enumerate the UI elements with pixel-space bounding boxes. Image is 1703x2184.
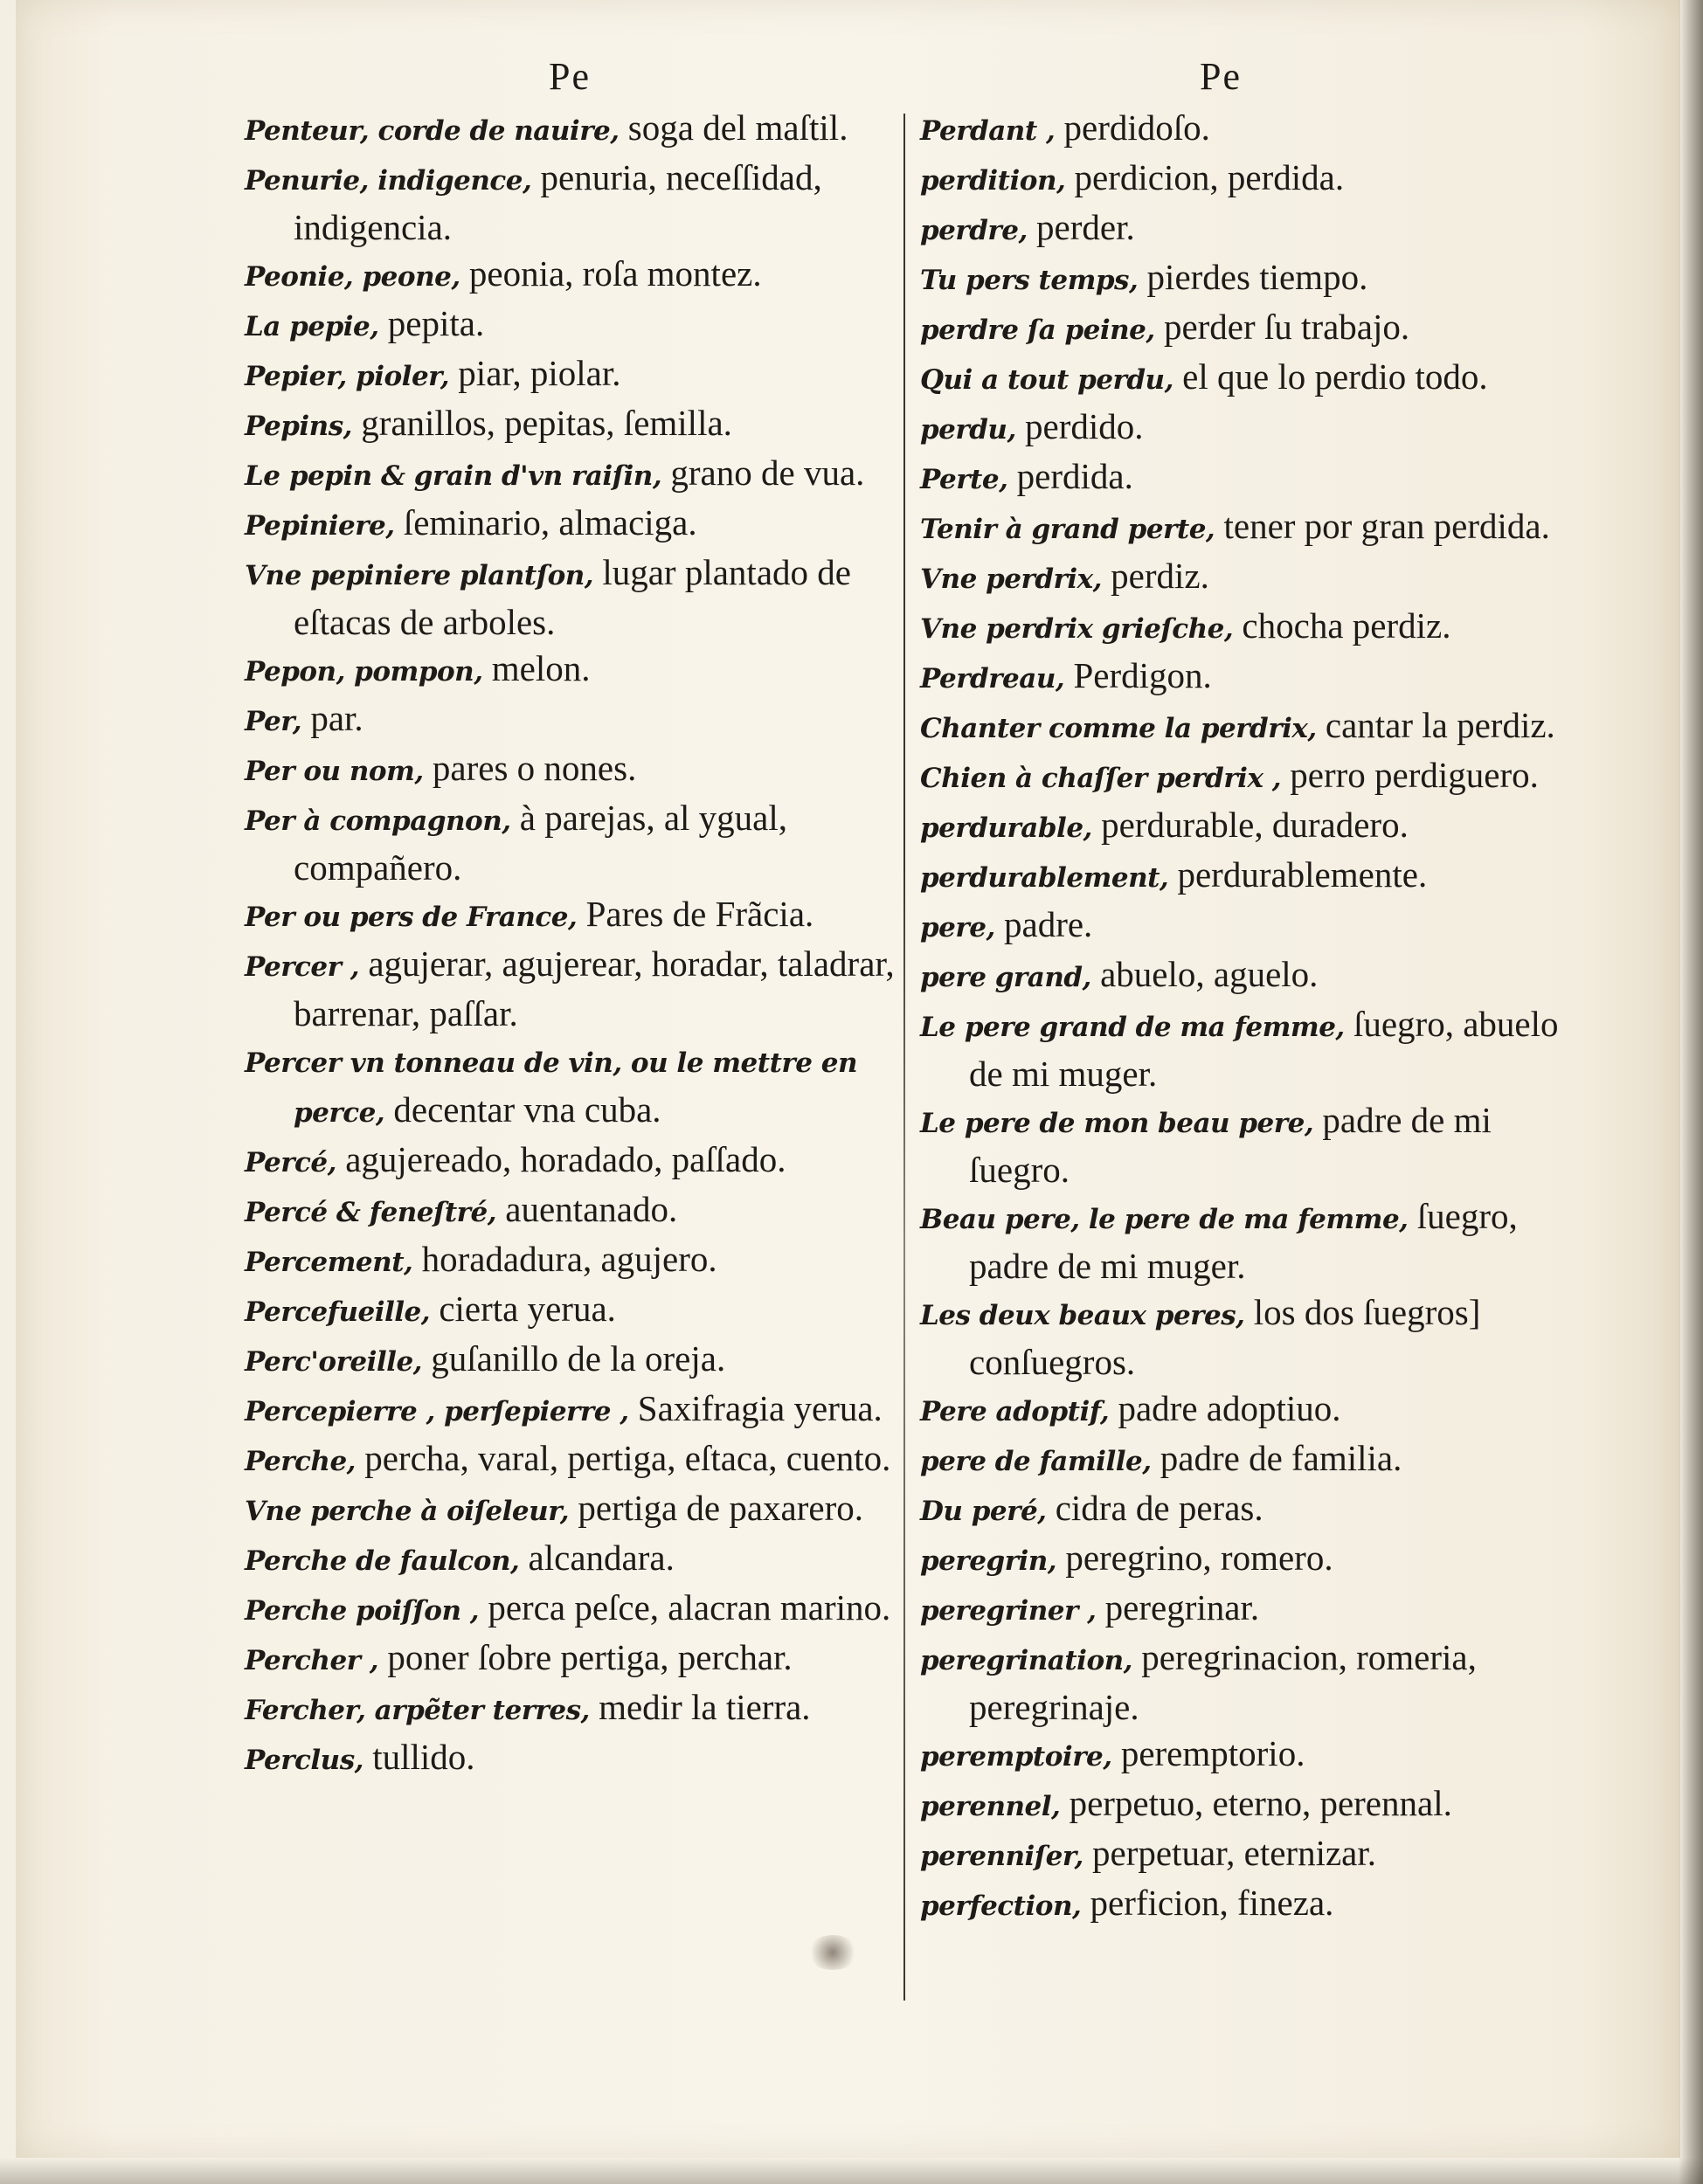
entry-headword: Perclus,	[245, 1745, 363, 1776]
entry-headword: peregrin,	[920, 1545, 1057, 1577]
entry-translation: granillos, pepitas, ſemilla.	[351, 403, 732, 443]
entry-translation: perro perdiguero.	[1281, 755, 1539, 795]
dictionary-entry	[920, 1485, 1580, 1535]
dictionary-entry	[920, 155, 1580, 204]
dictionary-entry	[920, 354, 1580, 404]
entry-translation: melon.	[482, 648, 591, 688]
entry-translation: à parejas, al ygual, compañero.	[294, 798, 788, 888]
column-divider	[903, 114, 905, 2001]
entry-translation: peonia, roſa montez.	[460, 253, 762, 294]
dictionary-entry	[245, 450, 896, 500]
entry-headword: Per à compagnon,	[245, 805, 511, 837]
dictionary-entry	[920, 503, 1580, 553]
entry-translation: Saxifragia yerua.	[628, 1388, 883, 1428]
entry-headword: perdurablement,	[920, 862, 1169, 894]
dictionary-entry	[920, 1880, 1580, 1930]
entry-headword: Le pepin & grain d'vn raiſin,	[245, 460, 662, 492]
entry-headword: pere de famille,	[920, 1446, 1152, 1477]
dictionary-entry	[245, 1186, 896, 1236]
page-edge-shadow	[1679, 0, 1703, 2184]
entry-headword: perdu,	[920, 414, 1016, 446]
entry-translation: soga del maſtil.	[619, 107, 848, 148]
entry-translation: perdido.	[1015, 406, 1144, 446]
dictionary-entry	[245, 695, 896, 745]
entry-translation: padre.	[994, 904, 1093, 944]
entry-translation: padre de familia.	[1151, 1438, 1402, 1478]
entry-translation: perdidoſo.	[1055, 107, 1210, 148]
entry-headword: Pepon, pompon,	[245, 656, 483, 688]
entry-translation: chocha perdiz.	[1233, 605, 1451, 646]
entry-translation: poner ſobre pertiga, perchar.	[378, 1637, 793, 1677]
entry-translation: agujereado, horadado, paſſado.	[336, 1139, 786, 1179]
entry-headword: Perdant ,	[920, 115, 1056, 147]
dictionary-entry	[920, 603, 1580, 653]
dictionary-entry	[920, 653, 1580, 702]
dictionary-entry	[920, 752, 1580, 802]
entry-translation: pierdes tiempo.	[1138, 257, 1368, 297]
entry-headword: Peonie, peone,	[245, 261, 460, 293]
entry-translation: piar, piolar.	[449, 353, 621, 393]
entry-translation: lugar plantado de eſtacas de arboles.	[294, 552, 851, 642]
dictionary-page	[16, 0, 1680, 2158]
entry-headword: Penteur, corde de nauire,	[245, 115, 620, 147]
entry-headword: Perche poiſſon ,	[245, 1595, 480, 1627]
dictionary-entry	[245, 1635, 896, 1684]
dictionary-entry	[920, 453, 1580, 503]
entry-translation: Pares de Frãcia.	[577, 894, 814, 934]
entry-translation: cantar la perdiz.	[1316, 705, 1555, 745]
dictionary-entry	[920, 404, 1580, 453]
entry-headword: Beau pere, le pere de ma femme,	[920, 1204, 1409, 1235]
dictionary-entry	[245, 549, 896, 646]
entry-translation: par.	[301, 698, 363, 738]
left-column-header: Pe	[549, 55, 591, 98]
entry-translation: peregrinar.	[1096, 1587, 1260, 1628]
entry-headword: Perte,	[920, 464, 1008, 495]
dictionary-entry	[920, 1830, 1580, 1880]
entry-headword: perdition,	[920, 165, 1066, 197]
dictionary-entry	[920, 1289, 1580, 1386]
dictionary-entry	[245, 1684, 896, 1734]
entry-translation: perdida.	[1007, 456, 1133, 496]
entry-headword: Les deux beaux peres,	[920, 1300, 1245, 1331]
entry-headword: perfection,	[920, 1890, 1082, 1922]
left-column	[245, 105, 896, 1784]
dictionary-entry	[245, 1236, 896, 1286]
entry-translation: padre adoptiuo.	[1109, 1388, 1341, 1428]
dictionary-entry	[245, 1386, 896, 1435]
dictionary-entry	[245, 795, 896, 891]
dictionary-entry	[245, 301, 896, 350]
entry-headword: Tu pers temps,	[920, 265, 1139, 296]
entry-headword: Du peré,	[920, 1496, 1047, 1527]
entry-translation: agujerar, agujerear, horadar, taladrar, barrenar, paſſar.	[294, 943, 895, 1033]
entry-translation: perdicion, perdida.	[1065, 157, 1345, 197]
dictionary-entry	[245, 251, 896, 301]
entry-translation: el que lo perdio todo.	[1173, 356, 1488, 397]
dictionary-entry	[920, 105, 1580, 155]
dictionary-entry	[245, 500, 896, 549]
dictionary-entry	[920, 254, 1580, 304]
entry-headword: Perche,	[245, 1446, 356, 1477]
dictionary-entry	[245, 1336, 896, 1386]
page-bottom-shadow	[0, 2158, 1703, 2184]
entry-headword: Percefueille,	[245, 1296, 431, 1328]
dictionary-entry	[245, 1485, 896, 1535]
entry-headword: Percé & feneſtré,	[245, 1197, 497, 1228]
dictionary-entry	[920, 1731, 1580, 1780]
entry-headword: Pere adoptif,	[920, 1396, 1110, 1427]
entry-headword: Vne perdrix grieſche,	[920, 613, 1234, 645]
dictionary-entry	[245, 891, 896, 941]
dictionary-entry	[245, 941, 896, 1037]
dictionary-entry	[920, 1386, 1580, 1435]
entry-headword: peregrination,	[920, 1645, 1132, 1676]
entry-translation: perdurablemente.	[1168, 854, 1428, 895]
entry-headword: Percepierre , perſepierre ,	[245, 1396, 629, 1427]
dictionary-entry	[920, 204, 1580, 254]
dictionary-entry	[245, 646, 896, 695]
entry-headword: Le pere de mon beau pere,	[920, 1108, 1314, 1139]
entry-translation: ſuegro, padre de mi muger.	[969, 1196, 1518, 1286]
entry-translation: grano de vua.	[661, 453, 865, 493]
entry-translation: perpetuo, eterno, perennal.	[1060, 1783, 1452, 1823]
dictionary-entry	[245, 1286, 896, 1336]
entry-headword: perdre,	[920, 215, 1028, 246]
entry-headword: Percé,	[245, 1147, 336, 1178]
entry-headword: Pepiniere,	[245, 510, 395, 542]
entry-headword: Penurie, indigence,	[245, 165, 532, 197]
entry-translation: pepita.	[378, 303, 485, 343]
entry-headword: Percement,	[245, 1247, 413, 1278]
entry-translation: pares o nones.	[423, 748, 637, 788]
entry-translation: abuelo, aguelo.	[1090, 954, 1319, 994]
entry-headword: pere,	[920, 912, 995, 943]
dictionary-entry	[245, 1137, 896, 1186]
entry-headword: Chien à chaſſer perdrix ,	[920, 763, 1282, 794]
entry-headword: perenniſer,	[920, 1841, 1083, 1872]
dictionary-entry	[245, 155, 896, 251]
dictionary-entry	[245, 350, 896, 400]
entry-headword: Tenir à grand perte,	[920, 514, 1215, 545]
dictionary-entry	[920, 1535, 1580, 1585]
entry-translation: penuria, neceſſidad, indigencia.	[294, 157, 822, 247]
dictionary-entry	[920, 902, 1580, 951]
dictionary-entry	[245, 1535, 896, 1585]
entry-headword: Fercher, arpẽter terres,	[245, 1695, 590, 1726]
entry-translation: perca peſce, alacran marino.	[479, 1587, 891, 1628]
entry-translation: cierta yerua.	[430, 1289, 616, 1329]
entry-headword: Per ou pers de France,	[245, 902, 578, 933]
dictionary-entry	[920, 1001, 1580, 1097]
entry-headword: Vne perche à oiſeleur,	[245, 1496, 570, 1527]
entry-translation: tullido.	[363, 1737, 475, 1777]
entry-headword: perdre ſa peine,	[920, 314, 1155, 346]
dictionary-entry	[920, 1585, 1580, 1635]
dictionary-entry	[245, 1435, 896, 1485]
entry-translation: ſuegro, abuelo de mi muger.	[969, 1004, 1559, 1094]
entry-headword: Percher ,	[245, 1645, 379, 1676]
entry-headword: Perche de faulcon,	[245, 1545, 520, 1577]
dictionary-entry	[245, 745, 896, 795]
entry-headword: perennel,	[920, 1791, 1061, 1822]
entry-headword: Vne pepiniere plantſon,	[245, 560, 594, 591]
entry-headword: Chanter comme la perdrix,	[920, 713, 1317, 744]
entry-translation: decentar vna cuba.	[384, 1089, 661, 1130]
dictionary-entry	[920, 1635, 1580, 1731]
entry-headword: Per ou nom,	[245, 756, 424, 787]
entry-headword: Perc'oreille,	[245, 1346, 422, 1378]
dictionary-entry	[920, 1193, 1580, 1289]
entry-headword: Vne perdrix,	[920, 563, 1102, 595]
dictionary-entry	[245, 105, 896, 155]
entry-headword: perdurable,	[920, 812, 1092, 844]
entry-translation: auentanado.	[496, 1189, 678, 1229]
entry-headword: Qui a tout perdu,	[920, 364, 1173, 396]
entry-headword: Perdreau,	[920, 663, 1065, 695]
entry-headword: peremptoire,	[920, 1741, 1112, 1773]
dictionary-entry	[245, 1585, 896, 1635]
entry-translation: los dos ſuegros] conſuegros.	[969, 1292, 1481, 1382]
entry-headword: Per,	[245, 706, 302, 737]
entry-translation: ſeminario, almaciga.	[394, 502, 697, 543]
entry-translation: perder ſu trabajo.	[1154, 307, 1410, 347]
entry-translation: perder.	[1027, 207, 1135, 247]
right-column-header: Pe	[1200, 55, 1242, 98]
dictionary-entry	[920, 553, 1580, 603]
dictionary-entry	[920, 1097, 1580, 1193]
entry-translation: peregrino, romero.	[1056, 1538, 1333, 1578]
dictionary-entry	[245, 1734, 896, 1784]
dictionary-entry	[920, 1780, 1580, 1830]
entry-headword: pere grand,	[920, 962, 1091, 993]
dictionary-entry	[245, 1037, 896, 1137]
entry-headword: Pepins,	[245, 411, 352, 442]
entry-translation: alcandara.	[519, 1538, 675, 1578]
entry-translation: cidra de peras.	[1046, 1488, 1263, 1528]
entry-translation: perdiz.	[1101, 556, 1209, 596]
dictionary-entry	[245, 400, 896, 450]
entry-headword: Le pere grand de ma femme,	[920, 1012, 1345, 1043]
entry-translation: perpetuar, eternizar.	[1083, 1833, 1377, 1873]
entry-translation: guſanillo de la oreja.	[421, 1338, 726, 1379]
dictionary-entry	[920, 702, 1580, 752]
entry-translation: peregrinacion, romeria, peregrinaje.	[969, 1637, 1477, 1727]
dictionary-entry	[920, 304, 1580, 354]
entry-headword: La pepie,	[245, 311, 379, 342]
entry-translation: horadadura, agujero.	[412, 1239, 717, 1279]
dictionary-entry	[920, 1435, 1580, 1485]
entry-translation: perficion, fineza.	[1081, 1883, 1334, 1923]
entry-translation: padre de mi ſuegro.	[969, 1100, 1492, 1190]
entry-translation: peremptorio.	[1111, 1733, 1305, 1773]
dictionary-entry	[920, 951, 1580, 1001]
entry-translation: Perdigon.	[1064, 655, 1212, 695]
entry-translation: pertiga de paxarero.	[569, 1488, 864, 1528]
dictionary-entry	[920, 802, 1580, 852]
ink-stain	[807, 1935, 859, 1970]
right-column	[920, 105, 1580, 1930]
entry-headword: peregriner ,	[920, 1595, 1097, 1627]
entry-headword: Percer ,	[245, 951, 360, 983]
entry-translation: perdurable, duradero.	[1091, 805, 1409, 845]
entry-headword: Percer vn tonneau de vin, ou le mettre en perce,	[245, 1047, 857, 1129]
entry-translation: medir la tierra.	[589, 1687, 811, 1727]
entry-translation: percha, varal, pertiga, eſtaca, cuento.	[355, 1438, 891, 1478]
dictionary-entry	[920, 852, 1580, 902]
entry-translation: tener por gran perdida.	[1215, 506, 1550, 546]
entry-headword: Pepier, pioler,	[245, 361, 450, 392]
